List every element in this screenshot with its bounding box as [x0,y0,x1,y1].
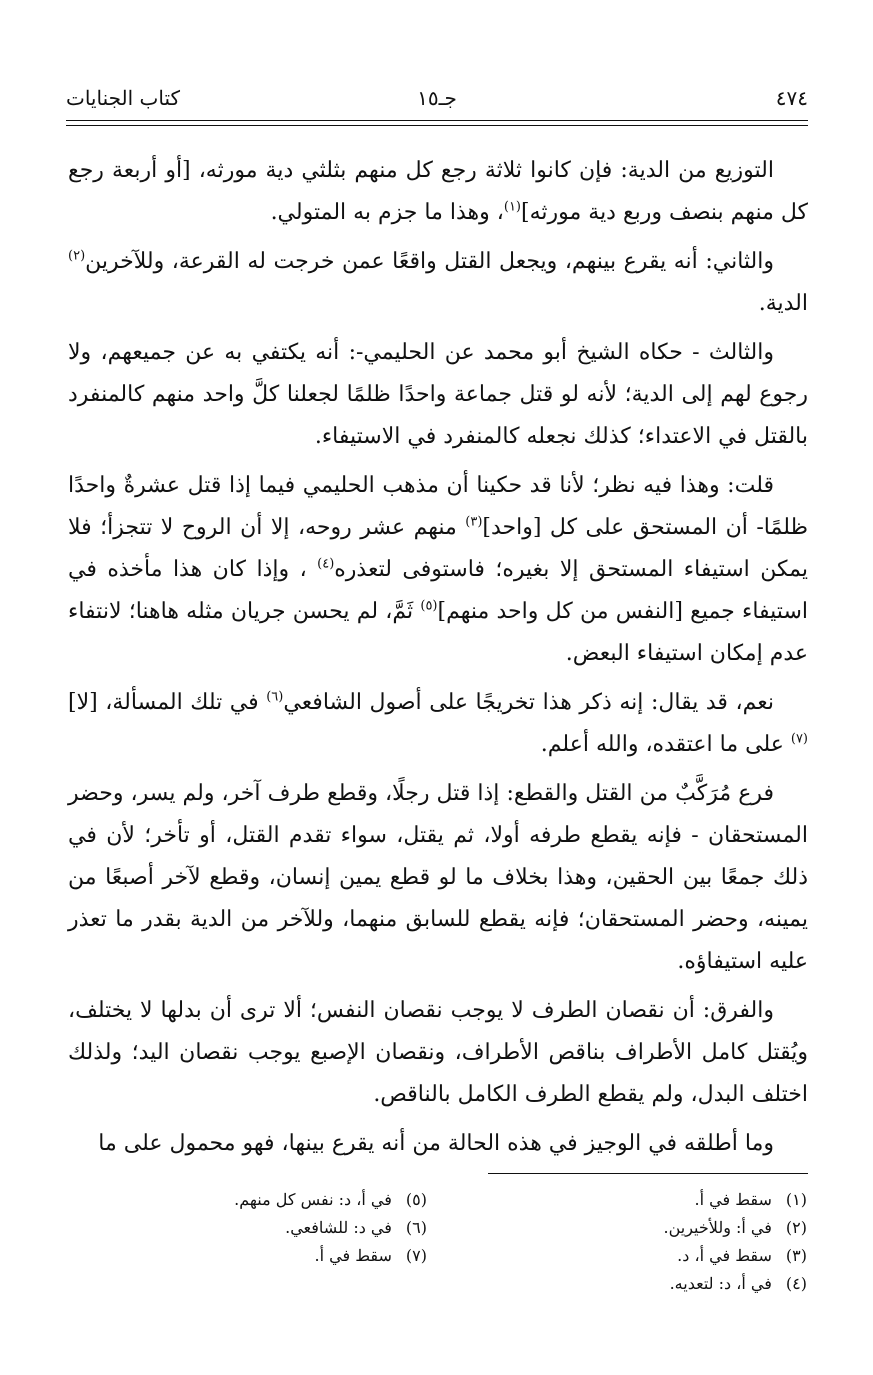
header-rule-thick [66,120,808,121]
footnote: (١) سقط في أ. [694,1190,807,1209]
paragraph: نعم، قد يقال: إنه ذكر هذا تخريجًا على أصول الشافعي$^{(٦)}$ في تلك المسألة، [لا]$^{(٧)}$ على ما اعتقده، والله أعلم. [68,689,808,757]
footnotes-column-left [97,1186,427,1270]
running-header [66,82,808,118]
paragraph: قلت: وهذا فيه نظر؛ لأنا قد حكينا أن مذهب الحليمي فيما إذا قتل عشرةٌ واحدًا ظلمًا- أن المستحق على كل [واحد]$^{(٣)}$ منهم عشر روحه، إلا أن الروح لا تتجزأ؛ فلا يمكن استيفاء المستحق إلا بغيره؛ فاستوفى لتعذره$^{(٤)}$ ، وإذا كان هذا مأخذه في استيفاء جميع [النفس من كل واحد منهم]$^{(٥)}$ ثَمَّ، لم يحسن جريان مثله هاهنا؛ لانتفاء عدم إمكان استيفاء البعض. [68,473,808,666]
footnote: (٥) في أ، د: نفس كل منهم. [234,1190,427,1209]
main-text [68,150,808,1172]
header-rule-thin [66,125,808,126]
volume-label: جـ١٥ [417,86,457,110]
footnote-mark: (٤) [317,556,335,572]
footnote-mark: (٧) [790,731,808,747]
paragraph: والثالث - حكاه الشيخ أبو محمد عن الحليمي-: أنه يكتفي به عن جميعهم، ولا رجوع لهم إلى الدية؛ لأنه لو قتل جماعة واحدًا ظلمًا لجعلنا كلَّ واحد منهم كالمنفرد بالقتل في الاعتداء؛ كذلك نجعله كالمنفرد في الاستيفاء. [68,340,808,449]
paragraph: والفرق: أن نقصان الطرف لا يوجب نقصان النفس؛ ألا ترى أن بدلها لا يختلف، ويُقتل كامل الأطراف بناقص الأطراف، ونقصان الإصبع يوجب نقصان اليد؛ ولذلك اختلف البدل، ولم يقطع الطرف الكامل بالناقص. [68,998,808,1107]
paragraph: والثاني: أنه يقرع بينهم، ويجعل القتل واقعًا عمن خرجت له القرعة، وللآخرين$^{(٢)}$ الدية. [68,248,808,316]
paragraph: وما أطلقه في الوجيز في هذه الحالة من أنه يقرع بينها، فهو محمول على ما [98,1131,774,1156]
footnote-mark: (٦) [266,689,284,705]
footnote: (٦) في د: للشافعي. [285,1218,427,1237]
footnotes-column-right [467,1186,807,1298]
footnote-mark: (٣) [465,514,483,530]
footnote: (٤) في أ، د: لتعديه. [669,1274,807,1293]
footnote-mark: (٢) [68,248,86,264]
footnote: (٢) في أ: وللأخيرين. [663,1218,807,1237]
paragraph: التوزيع من الدية: فإن كانوا ثلاثة رجع كل منهم بثلثي دية مورثه، [أو أربعة رجع كل منهم بنصف وربع دية مورثه]$^{(١)}$، وهذا ما جزم به المتولي. [68,158,808,225]
footnote-mark: (٥) [420,598,438,614]
paragraph: فرع مُرَكَّبٌ من القتل والقطع: إذا قتل رجلًا، وقطع طرف آخر، ولم يسر، وحضر المستحقان - فإنه يقطع طرفه أولا، ثم يقتل، سواء تقدم القتل، أو تأخر؛ لأن في ذلك جمعًا بين الحقين، وهذا بخلاف ما لو قطع يمين إنسان، وقطع لآخر أصبعًا من يمينه، وحضر المستحقان؛ فإنه يقطع للسابق منهما، وللآخر من الدية بقدر ما تعذر عليه استيفاؤه. [68,781,808,974]
footnote-mark: (١) [503,199,521,215]
book-title: كتاب الجنايات [66,86,181,110]
footnote: (٧) سقط في أ. [314,1246,427,1265]
page-number: ٤٧٤ [775,86,808,110]
footnote: (٣) سقط في أ، د. [677,1246,807,1265]
footnote-separator [488,1173,808,1174]
